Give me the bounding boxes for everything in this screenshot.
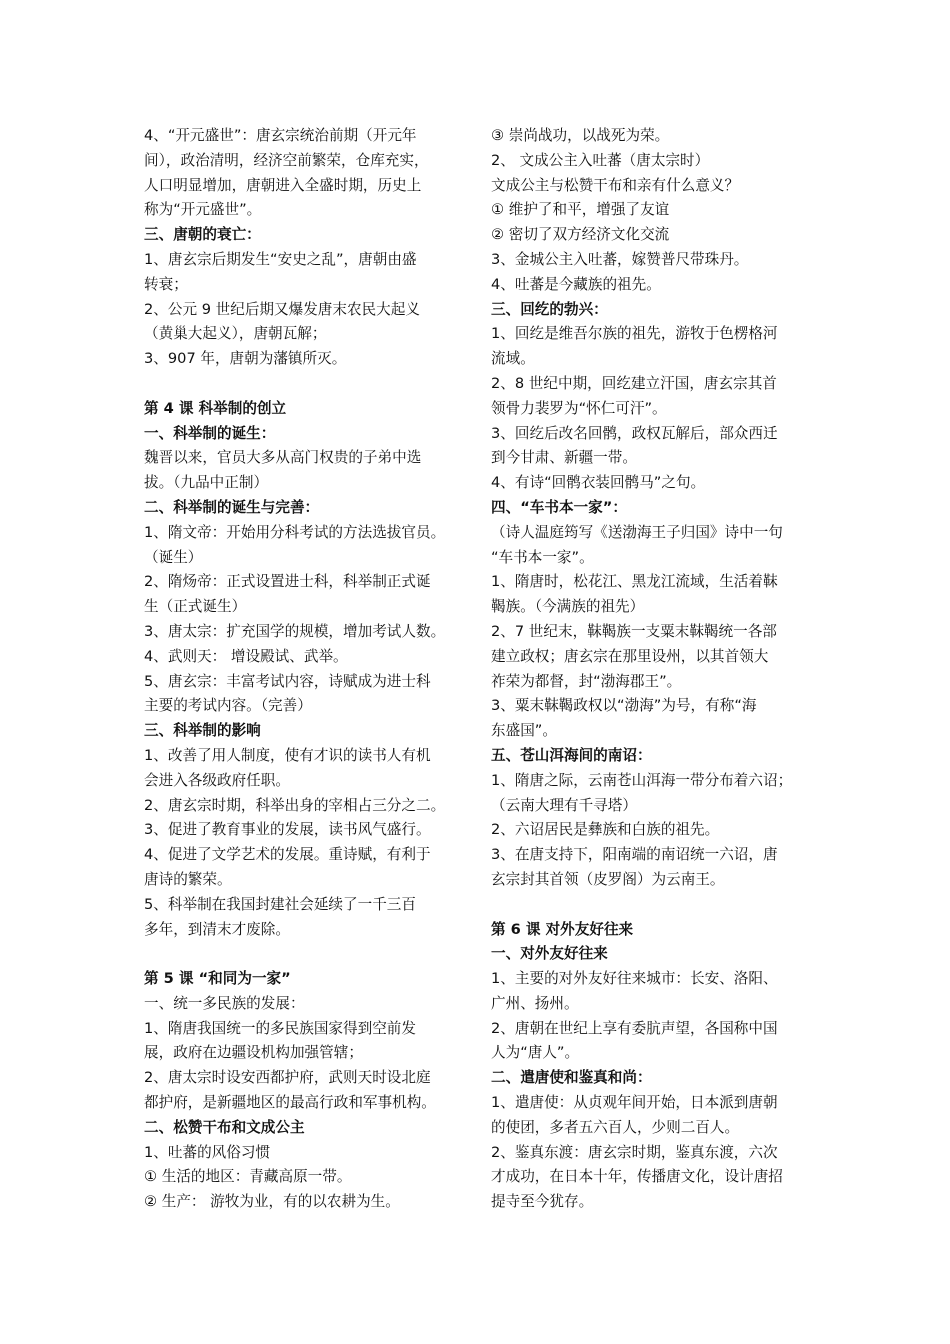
text-line: 1、隋唐之际，云南苍山洱海一带分布着六诏； [491,771,793,789]
text-line: 都护府，是新疆地区的最高行政和军事机构。 [144,1094,436,1112]
section-heading: 二、科举制的诞生与完善： [144,498,320,516]
text-line: 建立政权；唐玄宗在那里设州，以其首领大 [491,647,769,665]
section-heading: 三、科举制的影响 [144,722,261,740]
section-heading: 第 5 课 “和同为一家” [144,970,291,988]
section-heading: 五、苍山洱海间的南诏： [491,746,652,764]
text-line: 2、公元 9 世纪后期又爆发唐末农民大起义 [144,300,420,318]
text-line: 魏晋以来，官员大多从高门权贵的子弟中选 [144,449,422,467]
text-line: 间），政治清明，经济空前繁荣，仓库充实， [144,151,429,169]
text-line: 3、唐太宗：扩充国学的规模，增加考试人数。 [144,622,446,640]
text-line: ② 生产： 游牧为业，有的以农耕为生。 [144,1193,400,1211]
text-line: 2、唐朝在世纪上享有委肮声望，各国称中国 [491,1019,778,1037]
section-heading: 三、唐朝的衰亡： [144,226,261,244]
blank-line [144,372,476,397]
text-line: 人口明显增加，唐朝进入全盛时期，历史上 [144,176,422,194]
text-line: 1、主要的对外友好往来城市：长安、洛阳、 [491,970,778,988]
section-heading: 一、对外友好往来 [491,945,608,963]
text-line: 2、 文成公主入吐蕃（唐太宗时） [491,151,710,169]
text-line: 1、隋唐时，松花江、黑龙江流域，生活着靺 [491,573,778,591]
text-line: 2、唐玄宗时期，科举出身的宰相占三分之二。 [144,796,446,814]
text-line: 4、吐蕃是今藏族的祖先。 [491,275,661,293]
text-line: 1、回纥是维吾尔族的祖先，游牧于色楞格河 [491,325,778,343]
text-line: 到今甘肃、新疆一带。 [491,449,637,467]
text-line: 展，政府在边疆设机构加强管辖； [144,1044,363,1062]
text-line: ① 维护了和平，增强了友谊 [491,201,670,219]
right-column [491,124,823,1215]
text-line: 4、“开元盛世”：唐玄宗统治前期（开元年 [144,127,417,144]
text-line: 会进入各级政府任职。 [144,771,290,789]
text-line: 唐诗的繁荣。 [144,870,232,888]
text-line: 1、唐玄宗后期发生“安史之乱”，唐朝由盛 [144,250,417,268]
text-line: 2、8 世纪中期，回纥建立汗国，唐玄宗其首 [491,374,777,392]
text-line: （诞生） [144,548,203,566]
text-line: 流域。 [491,350,535,368]
text-line: 多年，到清末才废除。 [144,920,290,938]
text-line: 3、907 年，唐朝为藩镇所灭。 [144,350,347,368]
text-line: 鞨族。（今满族的祖先） [491,598,645,616]
text-line: 拔。（九品中正制） [144,474,269,492]
text-line: （黄巢大起义），唐朝瓦解； [144,325,327,343]
text-line: 1、遣唐使：从贞观年间开始，日本派到唐朝 [491,1094,778,1112]
text-line: 领骨力裴罗为“怀仁可汗”。 [491,399,667,417]
text-line: 4、促进了文学艺术的发展。重诗赋，有利于 [144,846,431,864]
text-line: 5、唐玄宗：丰富考试内容，诗赋成为进士科 [144,672,431,690]
text-line: 2、六诏居民是彝族和白族的祖先。 [491,821,720,839]
text-line: 转衰； [144,275,188,293]
text-line: 1、隋唐我国统一的多民族国家得到空前发 [144,1019,416,1037]
text-line: 2、鉴真东渡：唐玄宗时期，鉴真东渡，六次 [491,1143,778,1161]
text-line: 1、改善了用人制度，使有才识的读书人有机 [144,746,431,764]
text-line: 主要的考试内容。（完善） [144,697,312,715]
text-line: 3、粟末靺鞨政权以“渤海”为号，有称“海 [491,697,757,715]
text-line: 文成公主与松赞干布和亲有什么意义？ [491,176,740,194]
text-line: 3、在唐支持下，阳南端的南诏统一六诏，唐 [491,846,778,864]
section-heading: 二、松赞干布和文成公主 [144,1118,305,1136]
text-line: 3、金城公主入吐蕃，嫁赞普尺带珠丹。 [491,250,749,268]
text-line: 1、隋文帝：开始用分科考试的方法选拔官员。 [144,523,446,541]
text-line: ③ 崇尚战功，以战死为荣。 [491,127,670,144]
text-line: 才成功，在日本十年，传播唐文化，设计唐招 [491,1168,783,1186]
text-line: 的使团，多者五六百人，少则二百人。 [491,1118,740,1136]
text-line: 生（正式诞生） [144,598,247,616]
section-heading: 第 4 课 科举制的创立 [144,399,287,417]
text-line: 称为“开元盛世”。 [144,201,262,219]
text-line: ② 密切了双方经济文化交流 [491,226,670,244]
blank-line [144,942,476,967]
text-line: （云南大理有千寻塔） [491,796,637,814]
section-heading: 四、“车书本一家”： [491,498,627,516]
text-line: （诗人温庭筠写《送渤海王子归国》诗中一句 [491,523,783,541]
section-heading: 三、回纥的勃兴： [491,300,608,318]
text-line: 1、吐蕃的风俗习惯 [144,1143,271,1161]
text-line: 2、隋炀帝：正式设置进士科，科举制正式诞 [144,573,431,591]
text-line: 2、7 世纪末，靺鞨族一支粟末靺鞨统一各部 [491,622,777,640]
text-line: 3、回纥后改名回鹘，政权瓦解后，部众西迁 [491,424,778,442]
text-line: “车书本一家”。 [491,548,594,566]
text-line: 人为“唐人”。 [491,1044,580,1062]
blank-line [491,893,823,918]
section-heading: 一、科举制的诞生： [144,424,276,442]
text-line: 2、唐太宗时设安西都护府，武则天时设北庭 [144,1069,431,1087]
text-line: 5、科举制在我国封建社会延续了一千三百 [144,895,416,913]
text-line: 3、促进了教育事业的发展，读书风气盛行。 [144,821,431,839]
section-heading: 第 6 课 对外友好往来 [491,920,634,938]
text-line: 4、武则天： 增设殿试、武举。 [144,647,348,665]
text-line: 玄宗封其首领（皮罗阁）为云南王。 [491,870,725,888]
section-heading: 二、遣唐使和鉴真和尚： [491,1069,652,1087]
text-line: 祚荣为都督，封“渤海郡王”。 [491,672,682,690]
text-line: 一、统一多民族的发展： [144,994,305,1012]
text-line: 4、有诗“回鹘衣装回鹘马”之句。 [491,474,706,492]
text-line: 广州、扬州。 [491,994,579,1012]
left-column [144,124,476,1215]
text-line: 东盛国”。 [491,722,557,740]
text-line: ① 生活的地区：青藏高原一带。 [144,1168,352,1186]
text-line: 提寺至今犹存。 [491,1193,594,1211]
